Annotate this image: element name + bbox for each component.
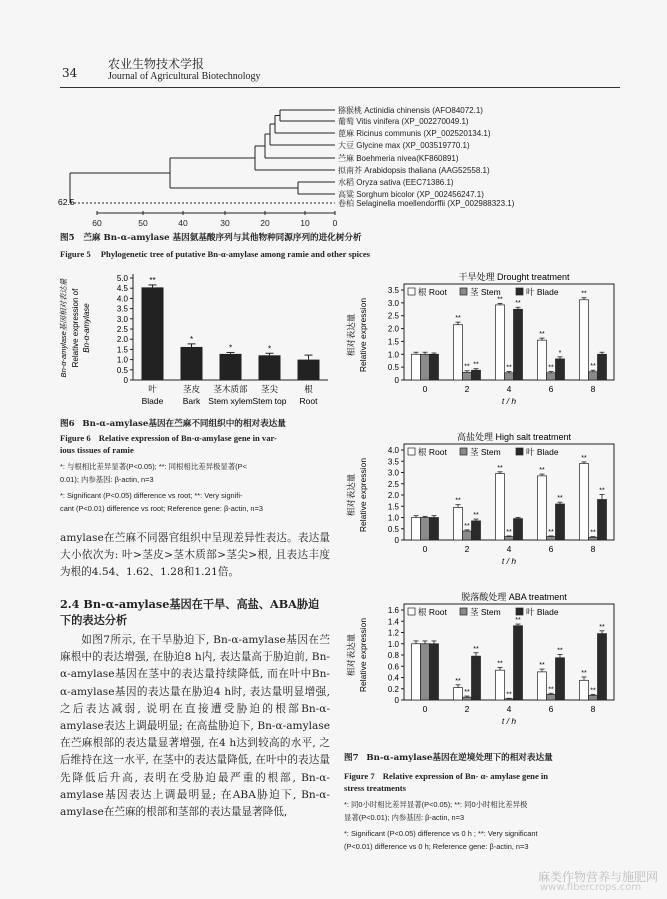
taxon-label: 大豆 Glycine max (XP_003519770.1) — [338, 141, 470, 150]
fig7-sig-mark: ** — [455, 497, 461, 505]
fig6-cat-label-en: Bark — [182, 396, 201, 406]
fig7-ytick-label: 0.6 — [387, 662, 399, 672]
fig7-caption-cn: Bn-α-amylase基因在逆境处理下的相对表达量 — [366, 753, 553, 763]
fig7-bar — [589, 372, 598, 380]
fig7-legend-label: 根 Root — [418, 447, 447, 457]
fig7-bar — [547, 373, 556, 380]
fig7-ylabel-en: Relative expression — [358, 457, 368, 533]
fig7-sig-mark: ** — [557, 647, 563, 655]
fig7-sig-mark: ** — [581, 454, 587, 462]
fig6-bar — [259, 355, 281, 380]
fig7-xtick-label: 0 — [422, 704, 428, 714]
fig7-sig-mark: ** — [464, 522, 470, 530]
fig7-sig-mark: ** — [497, 296, 503, 304]
fig7-ylabel-cn: 相对表达量 — [346, 473, 356, 517]
fig7-legend-swatch — [516, 288, 523, 295]
fig7-legend-label: 根 Root — [418, 287, 447, 297]
fig7-bar — [598, 634, 607, 700]
taxon-label: 蓖麻 Ricinus communis (XP_002520134.1) — [338, 129, 491, 138]
fig7-bar — [505, 699, 514, 700]
fig6-bar — [181, 347, 203, 380]
scale-tick-label: 10 — [300, 218, 310, 228]
fig6-caption-label-cn: 图6 — [60, 419, 75, 429]
fig7-sig-mark: ** — [506, 364, 512, 372]
fig7-bar — [556, 359, 565, 380]
fig7-xtick-label: 2 — [464, 704, 470, 714]
fig7-xtick-label: 8 — [590, 384, 596, 394]
fig7-bar — [454, 507, 463, 540]
fig7-sig-mark: ** — [506, 691, 512, 699]
fig7-bar — [538, 340, 547, 380]
fig7-bar — [454, 325, 463, 380]
fig7-ytick-label: 0.2 — [387, 684, 399, 694]
watermark-url: www.fibercrops.com — [540, 882, 642, 893]
fig7-sig-mark: * — [558, 349, 562, 357]
scale-tick-label: 0 — [332, 218, 338, 228]
fig7-bar — [580, 464, 589, 541]
fig7-legend-swatch — [460, 448, 467, 455]
fig7-legend-label: 茎 Stem — [470, 607, 501, 617]
fig7-ylabel-en: Relative expression — [358, 617, 368, 693]
fig7-xtick-label: 8 — [590, 704, 596, 714]
fig7-xtick-label: 8 — [590, 544, 596, 554]
fig6-caption-en-2: ious tissues of ramie — [60, 445, 134, 455]
fig7-xtick-label: 6 — [548, 544, 554, 554]
fig5-tree — [58, 98, 630, 228]
fig7-ytick-label: 0.5 — [387, 363, 399, 373]
fig6-cat-label-en: Stem top — [252, 396, 287, 406]
fig7-legend-label: 叶 Blade — [526, 607, 559, 617]
fig7-sig-mark: ** — [548, 364, 554, 372]
taxon-label: 卷柏 Selaginella moellendorffii (XP_002988323.1) — [338, 199, 515, 208]
fig7-legend-swatch — [516, 448, 523, 455]
fig6-ytick-label: 0.5 — [116, 365, 128, 375]
fig6-ytick-label: 1.0 — [116, 355, 128, 365]
fig6-cat-label-cn: 根 — [304, 384, 313, 394]
fig6-note-en-2: cant (P<0.01) difference vs root; Reference gene: β-actin, n=3 — [60, 503, 263, 513]
fig6-cat-label-en: Root — [299, 396, 318, 406]
fig7-caption-label-en: Figure 7 — [344, 771, 375, 781]
journal-title-en: Journal of Agricultural Biotechnology — [108, 71, 261, 82]
fig7-caption-label-cn: 图7 — [344, 753, 359, 763]
fig7-ytick-label: 2.5 — [387, 311, 399, 321]
fig7-ytick-label: 1.6 — [387, 606, 399, 615]
fig7-bar — [463, 531, 472, 540]
fig7-xtick-label: 2 — [464, 544, 470, 554]
fig6-ylabel-en-2: Bn-α-amylase — [82, 303, 91, 353]
fig7-legend-swatch — [408, 288, 415, 295]
fig7-bar — [514, 519, 523, 540]
fig6-ytick-label: 3.0 — [116, 314, 128, 324]
fig7-sig-mark: ** — [464, 689, 470, 697]
fig6-sig-mark: * — [267, 344, 272, 354]
fig6-note-cn-2: 0.01); 内参基因: β-actin, n=3 — [60, 474, 154, 484]
fig7-ytick-label: 0.5 — [387, 524, 399, 534]
fig7-ytick-label: 2.0 — [387, 491, 399, 500]
fig7-sig-mark: ** — [464, 363, 470, 371]
fig7-bar — [430, 354, 439, 380]
fig7-sig-mark: ** — [548, 528, 554, 536]
fig7-bar — [538, 672, 547, 700]
fig7-sig-mark: ** — [599, 487, 605, 495]
fig7-xtick-label: 6 — [548, 384, 554, 394]
fig6-sig-mark: * — [228, 343, 233, 353]
fig7-sig-mark: ** — [557, 495, 563, 503]
fig7-bar — [412, 518, 421, 541]
fig7-ytick-label: 1.0 — [387, 350, 399, 360]
fig7-legend-swatch — [460, 608, 467, 615]
fig6-ylabel-cn: Bn-α-amylase基因相对表达量 — [59, 278, 68, 378]
fig7-bar — [514, 309, 523, 380]
fig7-bar — [547, 694, 556, 700]
fig5-caption-label-en: Figure 5 — [60, 249, 91, 259]
fig7-ytick-label: 4.0 — [387, 446, 399, 455]
fig7-bar — [598, 354, 607, 380]
journal-title-cn: 农业生物技术学报 — [108, 57, 205, 71]
fig7-sig-mark: ** — [515, 617, 521, 625]
fig7-xtick-label: 0 — [422, 384, 428, 394]
fig6-ytick-label: 4.5 — [116, 284, 128, 294]
fig7-xtick-label: 0 — [422, 544, 428, 554]
fig6-ytick-label: 3.5 — [116, 304, 128, 314]
fig7-legend-label: 叶 Blade — [526, 287, 559, 297]
fig7-bar — [580, 300, 589, 380]
fig6-ytick-label: 5.0 — [116, 274, 128, 283]
fig7-ylabel-cn: 相对表达量 — [346, 633, 356, 677]
fig7-bar — [538, 476, 547, 540]
taxon-label: 苎麻 Boehmeria nivea(KF860891) — [338, 154, 459, 163]
fig7-bar — [580, 680, 589, 700]
fig7-sig-mark: ** — [590, 687, 596, 695]
fig7-sig-mark: ** — [548, 686, 554, 694]
fig7-xtick-label: 4 — [506, 384, 512, 394]
scale-tick-label: 50 — [138, 218, 148, 228]
fig7-ytick-label: 1.2 — [387, 628, 399, 638]
fig7-legend-swatch — [460, 288, 467, 295]
fig7-legend-swatch — [408, 448, 415, 455]
scale-tick-label: 20 — [260, 218, 270, 228]
fig7-sig-mark: ** — [473, 645, 479, 653]
scale-tick-label: 30 — [220, 218, 230, 228]
taxon-label: 高粱 Sorghum bicolor (XP_002456247.1) — [338, 190, 484, 199]
fig7-sig-mark: ** — [515, 300, 521, 308]
fig7-legend-label: 根 Root — [418, 607, 447, 617]
fig7-bar — [472, 370, 481, 380]
fig7-bar — [454, 688, 463, 700]
fig7-ytick-label: 1.4 — [387, 617, 399, 627]
fig7-panel-title: 高盐处理 High salt treatment — [456, 432, 572, 442]
fig7-bar — [556, 504, 565, 540]
fig6-cat-label-cn: 叶 — [148, 384, 157, 394]
fig7-ytick-label: 2.5 — [387, 479, 399, 489]
fig7-bar — [463, 697, 472, 700]
fig6-chart — [58, 268, 338, 413]
fig7-ytick-label: 3.0 — [387, 298, 399, 308]
fig7-panel-title: 干旱处理 Drought treatment — [458, 272, 570, 282]
fig5-caption-en: Phylogenetic tree of putative Bn-α-amylase among ramie and other spices — [100, 249, 370, 259]
fig7-ytick-label: 0.4 — [387, 673, 399, 683]
fig7-note-en-1: *: Significant (P<0.05) difference vs 0 h ; **: Very significant — [344, 829, 538, 838]
fig6-cat-label-en: Stem xylem — [208, 396, 253, 406]
fig7-ytick-label: 0 — [394, 376, 399, 385]
fig6-ytick-label: 2.0 — [116, 335, 128, 345]
fig6-ylabel-en-1: Relative expression of — [71, 288, 80, 368]
fig7-sig-mark: ** — [590, 363, 596, 371]
fig7-salt-chart — [342, 428, 620, 588]
fig6-ytick-label: 2.5 — [116, 325, 128, 334]
fig7-bar — [556, 658, 565, 700]
fig6-caption-en-1: Relative expression of Bn-α-amylase gene in var- — [98, 433, 277, 443]
fig6-caption-cn: Bn-α-amylase基因在苎麻不同组织中的相对表达量 — [82, 419, 286, 429]
fig6-bar — [142, 287, 164, 380]
fig7-bar — [598, 500, 607, 541]
fig7-sig-mark: ** — [455, 677, 461, 685]
fig6-cat-label-cn: 茎皮 — [182, 384, 201, 394]
fig7-bar — [412, 354, 421, 380]
section-heading: 2.4 Bn-α-amylase基因在干旱、高盐、ABA胁迫下的表达分析 — [60, 597, 320, 627]
fig5-caption-label-cn: 图5 — [60, 233, 75, 243]
fig7-bar — [505, 537, 514, 540]
fig7-caption-en-2: stress treatments — [344, 783, 406, 793]
fig7-bar — [430, 518, 439, 541]
fig7-xlabel: t / h — [501, 716, 517, 726]
fig7-sig-mark: ** — [590, 529, 596, 537]
fig7-sig-mark: ** — [539, 467, 545, 475]
fig7-sig-mark: ** — [581, 669, 587, 677]
fig7-xtick-label: 6 — [548, 704, 554, 714]
fig7-note-cn-1: *: 同0小时相比差异显著(P<0.05); **: 同0小时相比差异极 — [344, 800, 528, 809]
fig6-cat-label-cn: 茎尖 — [260, 384, 279, 394]
fig6-sig-mark: ** — [149, 275, 156, 285]
fig6-note-en-1: *: Significant (P<0.05) difference vs root; **: Very signifi- — [60, 491, 243, 500]
watermark-cn: 麻类作物营养与施肥网 — [538, 870, 659, 884]
fig6-cat-label-cn: 茎木质部 — [213, 384, 248, 394]
tree-root-label: 62.5 — [58, 197, 75, 207]
fig7-ytick-label: 1.5 — [387, 502, 399, 512]
fig7-xlabel: t / h — [501, 396, 517, 406]
fig7-ytick-label: 1.0 — [387, 639, 399, 649]
tree-branches — [70, 110, 335, 203]
fig7-ytick-label: 3.5 — [387, 286, 399, 295]
fig7-sig-mark: ** — [455, 315, 461, 323]
scale-tick-label: 40 — [178, 218, 188, 228]
fig7-sig-mark: ** — [539, 331, 545, 339]
scale-tick-label: 60 — [92, 218, 102, 228]
fig7-bar — [514, 626, 523, 700]
fig6-ytick-label: 1.5 — [116, 345, 128, 355]
fig7-legend-label: 茎 Stem — [470, 287, 501, 297]
fig7-legend-swatch — [516, 608, 523, 615]
fig7-bar — [547, 537, 556, 540]
fig7-sig-mark: ** — [599, 623, 605, 631]
page-number: 34 — [62, 66, 78, 80]
fig7-ytick-label: 1.5 — [387, 337, 399, 347]
fig7-bar — [421, 518, 430, 541]
fig6-ytick-label: 0 — [123, 376, 128, 385]
fig7-sig-mark: ** — [506, 528, 512, 536]
fig7-bar — [589, 696, 598, 701]
fig7-bar — [412, 644, 421, 700]
fig7-legend-label: 叶 Blade — [526, 447, 559, 457]
fig7-bar — [430, 644, 439, 700]
fig7-sig-mark: ** — [497, 660, 503, 668]
fig7-xtick-label: 4 — [506, 704, 512, 714]
fig7-sig-mark: ** — [473, 361, 479, 369]
fig7-ytick-label: 1.0 — [387, 513, 399, 523]
taxon-label: 拟南芥 Arabidopsis thaliana (AAG52558.1) — [338, 166, 490, 175]
fig6-bar — [298, 360, 320, 380]
fig6-caption-label-en: Figure 6 — [60, 433, 91, 443]
fig6-sig-mark: * — [189, 334, 194, 344]
fig7-aba-chart — [342, 588, 620, 748]
fig7-ytick-label: 0 — [394, 696, 399, 705]
fig7-ylabel-en: Relative expression — [358, 297, 368, 373]
fig7-sig-mark: ** — [539, 662, 545, 670]
taxon-label: 水稻 Oryza sativa (EEC71386.1) — [338, 178, 454, 187]
fig7-caption-en-1: Relative expression of Bn- α- amylase gene in — [382, 771, 549, 781]
fig7-bar — [589, 537, 598, 540]
fig7-legend-label: 茎 Stem — [470, 447, 501, 457]
taxon-label: 葡萄 Vitis vinifera (XP_002270049.1) — [338, 117, 469, 126]
fig7-ytick-label: 0.8 — [387, 651, 399, 660]
fig7-bar — [496, 474, 505, 540]
fig7-xtick-label: 4 — [506, 544, 512, 554]
header-rule — [60, 87, 620, 88]
fig7-ytick-label: 2.0 — [387, 324, 399, 334]
fig6-ytick-label: 4.0 — [116, 294, 128, 304]
fig7-sig-mark: ** — [581, 290, 587, 298]
fig7-note-cn-2: 显著(P<0.01); 内参基因: β-actin, n=3 — [344, 812, 465, 822]
fig7-xtick-label: 2 — [464, 384, 470, 394]
fig7-xlabel: t / h — [501, 556, 517, 566]
fig6-note-cn-1: *: 与根相比差异显著(P<0.05); **: 同根相比差异极显著(P< — [60, 462, 247, 471]
fig7-bar — [496, 670, 505, 700]
paragraph-2: 如图7所示, 在干旱胁迫下, Bn-α-amylase基因在苎麻根中的表达增强, 在胁迫8 h内, 表达量高于胁迫前, Bn-α-amylase基因在茎中的表达量持续降低, 而在叶中Bn-α-amylase基因的表达量在胁迫4 h时, 表达量明显增强, 之后表达减弱, 说明在直接遭受胁迫的根部Bn-α-amylase表达上调最明显; 在高盐胁迫下, Bn-α-amylase在苎麻根部的表达量显著增强, 在4 h达到较高的水平, 之后维持在这一水平, 在茎中的表达量降低, 在叶中的表达量先降低后升高, 表明在受胁迫最严重的根部, Bn-α-amylase基因表达上调最明显; 在ABA胁迫下, Bn-α-amylase在苎麻的根部和茎部的表达量显著降低, — [60, 634, 330, 819]
fig7-note-en-2: (P<0.01) difference vs 0 h; Reference gene: β-actin, n=3 — [344, 841, 529, 851]
fig7-ytick-label: 3.5 — [387, 457, 399, 467]
fig7-bar — [421, 354, 430, 380]
fig7-ytick-label: 3.0 — [387, 468, 399, 478]
fig7-panel-title: 脱落酸处理 ABA treatment — [461, 592, 567, 602]
fig6-cat-label-en: Blade — [141, 396, 164, 406]
fig6-bar — [220, 354, 242, 380]
fig7-ytick-label: 0 — [394, 536, 399, 545]
fig7-sig-mark: ** — [497, 464, 503, 472]
fig7-bar — [463, 372, 472, 380]
fig7-bar — [472, 656, 481, 700]
fig7-sig-mark: ** — [473, 512, 479, 520]
fig7-bar — [496, 305, 505, 380]
fig7-legend-swatch — [408, 608, 415, 615]
paragraph-1: amylase在苎麻不同器官组织中呈现差异性表达。表达量大小依次为: 叶>茎皮>茎木质部>茎尖>根, 且表达丰度为根的4.54、1.62、1.28和1.21倍。 — [60, 532, 330, 579]
fig7-ylabel-cn: 相对表达量 — [346, 313, 356, 357]
fig7-bar — [505, 373, 514, 380]
fig7-bar — [472, 521, 481, 540]
fig7-bar — [421, 644, 430, 700]
fig5-caption-cn: 苎麻 Bn-α-amylase 基因氨基酸序列与其他物种同源序列的进化树分析 — [83, 233, 362, 243]
taxon-label: 猕猴桃 Actinidia chinensis (AFO84072.1) — [338, 106, 483, 115]
fig7-drought-chart — [342, 268, 620, 423]
